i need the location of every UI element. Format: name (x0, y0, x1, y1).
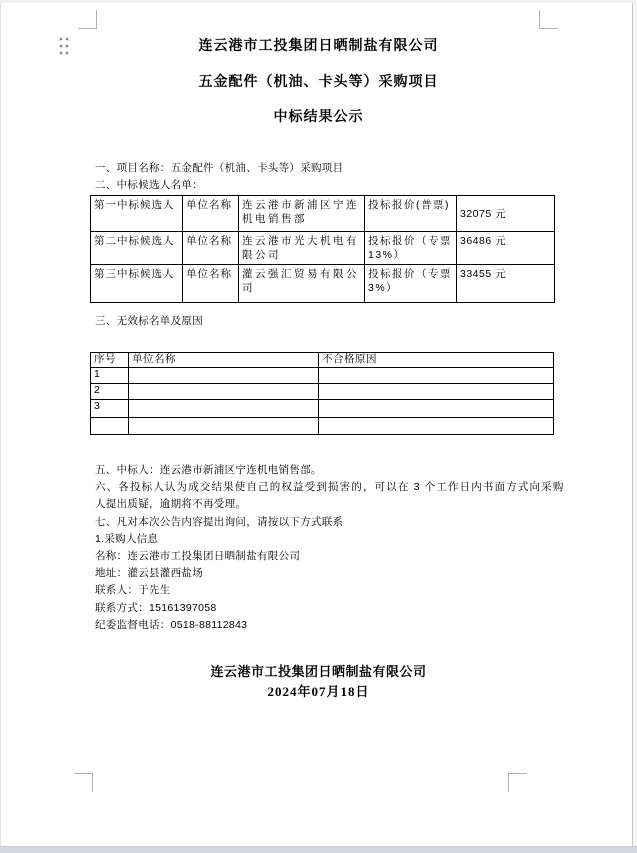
cell-company: 连云港市光大机电有限公司 (239, 232, 365, 265)
cell-company (129, 368, 319, 384)
title-line-company: 连云港市工投集团日晒制盐有限公司 (198, 37, 439, 53)
cell-company: 灌云强汇贸易有限公司 (239, 265, 365, 303)
table-row (91, 418, 554, 435)
line-dispute-1: 六、各投标人认为成交结果使自己的权益受到损害的，可以在 3 个工作日内书面方式向采购 (95, 481, 565, 494)
line-contact-phone: 联系方式：15161397058 (95, 601, 217, 614)
title-line-announcement: 中标结果公示 (273, 108, 364, 124)
cell-price-type: 投标报价（专票3%） (365, 265, 457, 303)
candidates-table (90, 195, 555, 303)
table-row (91, 196, 555, 232)
table-row (91, 368, 554, 384)
cell-no: 2 (91, 384, 129, 400)
margin-crop-mark-bottom-left (74, 773, 93, 792)
line-contact-person: 联系人：于先生 (95, 584, 171, 597)
cell-company (129, 384, 319, 400)
cell-rank: 第三中标候选人 (91, 265, 183, 303)
cell-no: 1 (91, 368, 129, 384)
cell-label: 单位名称 (183, 265, 239, 303)
footer-signature (0, 662, 637, 701)
cell-reason (319, 400, 554, 418)
page-edge-bottom (0, 846, 637, 853)
cell-company (129, 400, 319, 418)
line-supervision-phone: 纪委监督电话：0518-88112843 (95, 618, 248, 631)
page-edge-top (0, 0, 637, 3)
body-paragraphs (95, 462, 565, 634)
cell-reason (319, 368, 554, 384)
cell-no (91, 418, 129, 435)
footer-date: 2024年07月18日 (267, 683, 370, 699)
header-company: 单位名称 (129, 353, 319, 368)
section-invalid-bids-heading: 三、无效标名单及原因 (95, 315, 203, 327)
margin-crop-mark-bottom-right (508, 773, 527, 792)
section-project-name: 一、项目名称：五金配件（机油、卡头等）采购项目 (95, 162, 344, 174)
line-purchaser-address: 地址：灌云县灌西盐场 (95, 567, 203, 580)
cell-price: 32075 元 (457, 196, 555, 232)
document-title (0, 28, 637, 135)
cell-price-type: 投标报价(普票) (365, 196, 457, 232)
cell-company: 连云港市新浦区宁连机电销售部 (239, 196, 365, 232)
line-inquiry: 七、凡对本次公告内容提出询问，请按以下方式联系 (95, 515, 344, 528)
header-no: 序号 (91, 353, 129, 368)
section-1-2 (95, 160, 343, 194)
cell-no: 3 (91, 400, 129, 418)
table-row (91, 384, 554, 400)
table-row (91, 400, 554, 418)
header-reason: 不合格原因 (319, 353, 554, 368)
title-line-project: 五金配件（机油、卡头等）采购项目 (198, 72, 439, 89)
table-row (91, 232, 555, 265)
cell-company (129, 418, 319, 435)
line-dispute-2: 人提出质疑，逾期将不再受理。 (95, 498, 247, 511)
cell-reason (319, 384, 554, 400)
cell-rank: 第一中标候选人 (91, 196, 183, 232)
section-candidates-heading: 二、中标候选人名单： (95, 179, 203, 191)
line-winner: 五、中标人：连云港市新浦区宁连机电销售部。 (95, 464, 322, 476)
cell-label: 单位名称 (183, 232, 239, 265)
line-purchaser-info: 1.采购人信息 (95, 532, 159, 545)
cell-price: 33455 元 (457, 265, 555, 303)
margin-crop-mark-top-right (539, 10, 558, 29)
cell-rank: 第二中标候选人 (91, 232, 183, 265)
cell-reason (319, 418, 554, 435)
cell-label: 单位名称 (183, 196, 239, 232)
cell-price: 36486 元 (457, 232, 555, 265)
cell-price-type: 投标报价（专票13%） (365, 232, 457, 265)
table-header-row (91, 353, 554, 368)
invalid-bids-table (90, 352, 554, 435)
table-row (91, 265, 555, 303)
line-purchaser-name: 名称：连云港市工投集团日晒制盐有限公司 (95, 550, 301, 563)
margin-crop-mark-top-left (78, 10, 97, 29)
footer-company-name: 连云港市工投集团日晒制盐有限公司 (210, 664, 427, 679)
